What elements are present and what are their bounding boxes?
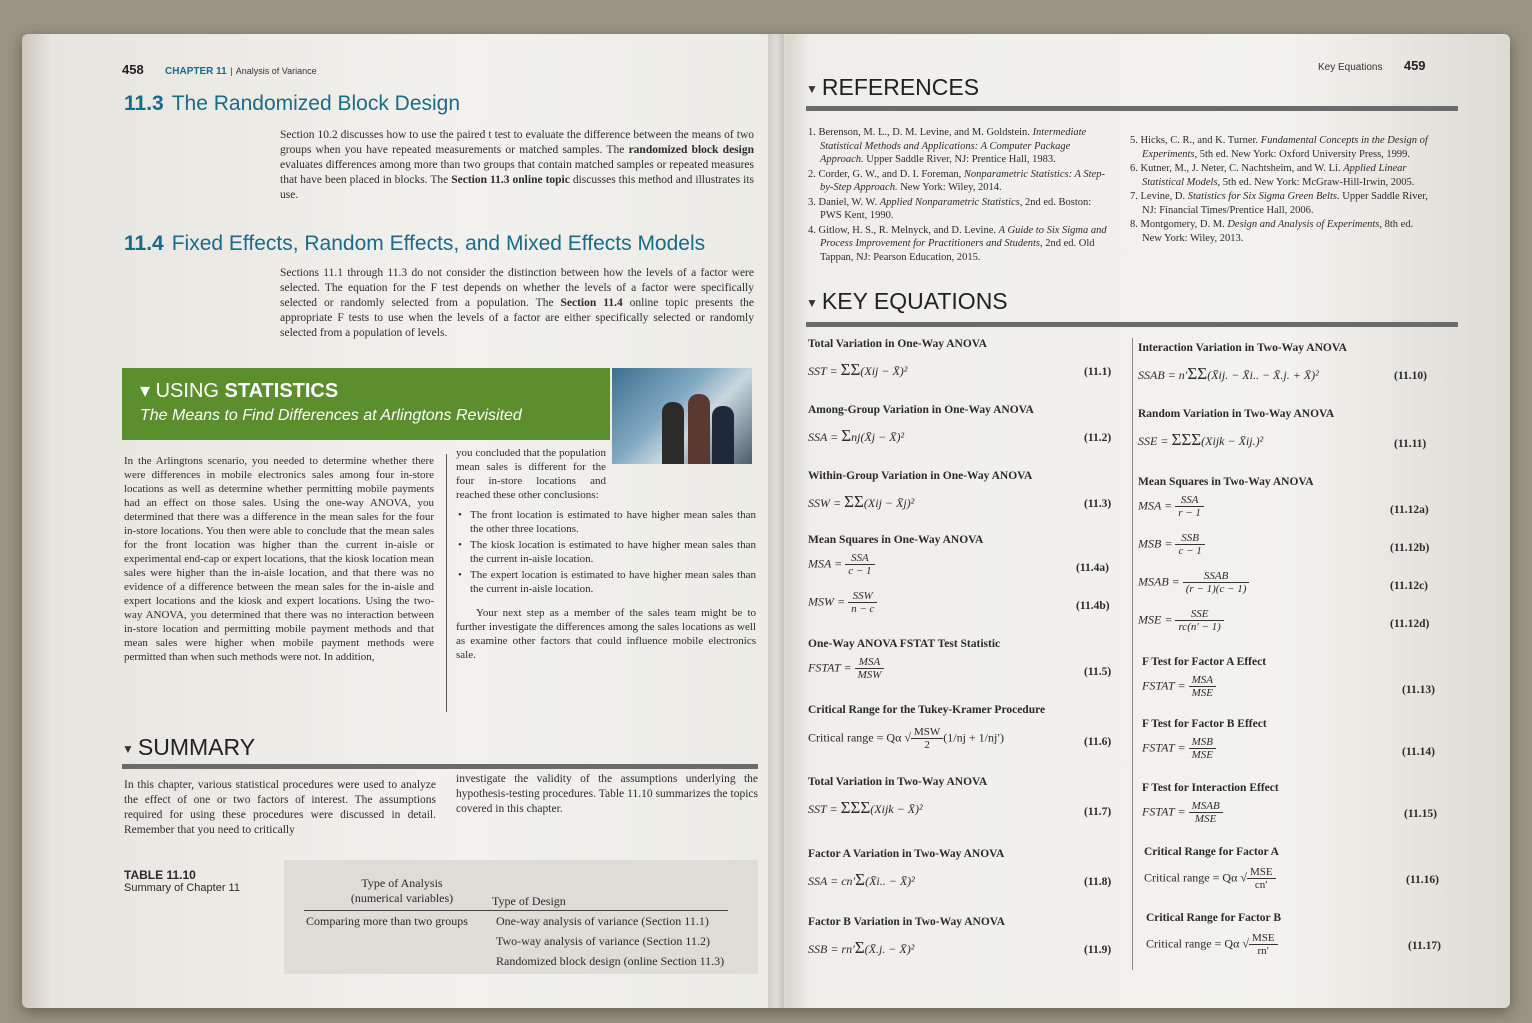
list-item: 4. Gitlow, H. S., R. Melnyck, and D. Levine. A Guide to Six Sigma and Process Improvement for Practitioners and Students, 2nd ed. Old Tappan, NJ: Pearson Education, 2015. [808, 224, 1107, 263]
eq-heading: Mean Squares in One-Way ANOVA [808, 534, 984, 546]
equation-number: (11.10) [1394, 370, 1427, 382]
left-page-number: 458 [122, 62, 144, 77]
equation-11-9: SSB = rn′Σ(X̄.j. − X̄)² [808, 938, 915, 957]
left-page [22, 34, 774, 1008]
equation-11-10: SSAB = n′ΣΣ(X̄ij. − X̄i.. − X̄.j. + X̄)² [1138, 364, 1319, 383]
right-running-head: Key Equations 459 [1318, 58, 1426, 73]
references-heading: ▼ REFERENCES [806, 74, 980, 100]
eq-heading: Critical Range for the Tukey-Kramer Procedure [808, 704, 1046, 716]
eq-heading: Total Variation in One-Way ANOVA [808, 338, 987, 350]
eq-heading: Mean Squares in Two-Way ANOVA [1138, 476, 1314, 488]
equation-11-4b: MSW = $\frac{\text{SSW}}{n - c}$ [808, 590, 877, 615]
equation-11-7: SST = ΣΣΣ(Xijk − X̄)² [808, 798, 923, 817]
list-item: 5. Hicks, C. R., and K. Turner. Fundamental Concepts in the Design of Experiments, 5th ed. New York: Oxford University Press, 1999. [1130, 135, 1428, 160]
equation-number: (11.15) [1404, 808, 1437, 820]
table-header-design: Type of Design [492, 894, 566, 908]
equation-number: (11.7) [1084, 806, 1112, 818]
eq-heading: Critical Range for Factor B [1146, 912, 1281, 924]
references-left [808, 126, 1108, 265]
book-spread [22, 34, 1510, 1008]
summary-heading: ▼ SUMMARY [122, 734, 256, 760]
eq-heading: Factor B Variation in Two-Way ANOVA [808, 916, 1005, 928]
equation-number: (11.12b) [1390, 542, 1430, 554]
right-page [778, 34, 1510, 1008]
list-item: 8. Montgomery, D. M. Design and Analysis of Experiments, 8th ed. New York: Wiley, 2013. [1130, 219, 1414, 244]
banner-subtitle: The Means to Find Differences at Arlingtons Revisited [140, 407, 522, 424]
equation-number: (11.9) [1084, 944, 1112, 956]
equation-number: (11.16) [1406, 874, 1439, 886]
section-11-3-body: Section 10.2 discusses how to use the paired t test to evaluate the difference between the means of two groups when you have repeated measurements or matched samples. The randomized block design evaluates differences among more than two groups that contain matched samples or repeated measures that have been placed in blocks. The Section 11.3 online topic discusses this method and illustrates its use. [280, 129, 755, 201]
using-statistics-banner: ▾ USING STATISTICS The Means to Find Differences at Arlingtons Revisited [122, 368, 610, 440]
list-item: • The kiosk location is estimated to have higher mean sales than the current in-aisle location. [456, 538, 756, 566]
equation-number: (11.14) [1402, 746, 1435, 758]
eq-heading: F Test for Factor B Effect [1142, 718, 1267, 730]
equation-11-12d: MSE = $\frac{\text{SSE}}{rc(n' - 1)}$ [1138, 608, 1224, 633]
summary-col-1: In this chapter, various statistical procedures were used to analyze the effect of one or two factors of interest. The assumptions required for using these procedures were discussed in detail. Remember that you need to critically [124, 779, 436, 836]
equation-11-14: FSTAT = $\frac{\text{MSB}}{\text{MSE}}$ [1142, 736, 1216, 761]
list-item: 1. Berenson, M. L., D. M. Levine, and M. Goldstein. Intermediate Statistical Methods and Applications: A Computer Package Approach. Upper Saddle River, NJ: Prentice Hall, 1983. [808, 127, 1087, 165]
section-11-3-title: 11.3 The Randomized Block Design [124, 92, 461, 115]
eq-heading: Interaction Variation in Two-Way ANOVA [1138, 342, 1347, 354]
equation-number: (11.4b) [1076, 600, 1110, 612]
table-row-label: Comparing more than two groups [306, 914, 468, 928]
equation-11-8: SSA = cn′Σ(X̄i.. − X̄)² [808, 870, 915, 889]
equation-number: (11.1) [1084, 366, 1112, 378]
list-item: • The front location is estimated to have higher mean sales than the other three locations. [456, 508, 756, 536]
summary-col-2: investigate the validity of the assumptions underlying the hypothesis-testing procedures. Table 11.10 summarizes the topics covered in this chapter. [456, 773, 758, 815]
equation-11-12a: MSA = $\frac{\text{SSA}}{r - 1}$ [1138, 494, 1204, 519]
revisited-column-2: you concluded that the population mean sales is different for the four in-store locations and reached these other conclusions: • The front location is estimated to have higher mean sales than the other three locations. • The kiosk location is estimated to have higher mean sales than the current in-aisle location. • The expert location is estimated to have higher mean sales than the current in-aisle location. Your next step as a member of the sales team might be to further investigate the differences among the sales locations as well as examine other factors that could influence mobile electronics sale. [456, 446, 756, 662]
equation-11-1: SST = ΣΣ(Xij − X̄)² [808, 360, 908, 379]
eq-heading: Within-Group Variation in One-Way ANOVA [808, 470, 1033, 482]
right-page-number: 459 [1403, 58, 1426, 73]
equation-number: (11.12d) [1390, 618, 1430, 630]
equation-11-17: Critical range = Qα √ $\frac{\text{MSE}}{rn'}$ [1146, 932, 1278, 957]
section-11-4-title: 11.4 Fixed Effects, Random Effects, and Mixed Effects Models [124, 232, 706, 255]
key-equations-heading: ▼ KEY EQUATIONS [806, 288, 1008, 314]
equation-11-3: SSW = ΣΣ(Xij − X̄j)² [808, 492, 915, 511]
equation-number: (11.5) [1084, 666, 1112, 678]
eq-heading: Total Variation in Two-Way ANOVA [808, 776, 988, 788]
references-right [1130, 134, 1430, 246]
table-row: Randomized block design (online Section 11.3) [496, 954, 725, 968]
list-item: 7. Levine, D. Statistics for Six Sigma Green Belts. Upper Saddle River, NJ: Financial Times/Prentice Hall, 2006. [1130, 191, 1428, 216]
table-row: Two-way analysis of variance (Section 11.2) [496, 934, 710, 948]
equation-11-2: SSA = Σnj(X̄j − X̄)² [808, 426, 905, 445]
equation-11-4a: MSA = $\frac{\text{SSA}}{c - 1}$ [808, 552, 875, 577]
equation-number: (11.17) [1408, 940, 1441, 952]
eq-heading: F Test for Factor A Effect [1142, 656, 1267, 668]
equation-11-11: SSE = ΣΣΣ(Xijk − X̄ij.)² [1138, 430, 1264, 449]
eq-heading: Factor A Variation in Two-Way ANOVA [808, 848, 1005, 860]
equation-11-12b: MSB = $\frac{\text{SSB}}{c - 1}$ [1138, 532, 1205, 557]
eq-heading: F Test for Interaction Effect [1142, 782, 1279, 794]
table-label: TABLE 11.10 Summary of Chapter 11 [124, 868, 240, 894]
equation-number: (11.13) [1402, 684, 1435, 696]
equation-number: (11.12a) [1390, 504, 1429, 516]
equation-number: (11.4a) [1076, 562, 1109, 574]
conclusions-list [456, 508, 756, 596]
list-item: 3. Daniel, W. W. Applied Nonparametric Statistics, 2nd ed. Boston: PWS Kent, 1990. [808, 196, 1092, 221]
chapter-label: CHAPTER 11 [165, 66, 227, 77]
table-header-analysis: Type of Analysis (numerical variables) [350, 876, 454, 905]
eq-heading: Critical Range for Factor A [1144, 846, 1279, 858]
equation-number: (11.3) [1084, 498, 1112, 510]
list-item: • The expert location is estimated to have higher mean sales than the current in-aisle location. [456, 568, 756, 596]
eq-heading: One-Way ANOVA FSTAT Test Statistic [808, 638, 1001, 650]
equation-number: (11.11) [1394, 438, 1427, 450]
equation-11-5: FSTAT = $\frac{\text{MSA}}{\text{MSW}}$ [808, 656, 884, 681]
equation-11-6: Critical range = Qα √ $\frac{\text{MSW}}{2}$ (1/nj + 1/nj′) [808, 726, 1004, 751]
equation-number: (11.8) [1084, 876, 1112, 888]
equation-number: (11.6) [1084, 736, 1112, 748]
equation-number: (11.2) [1084, 432, 1112, 444]
chapter-title: Analysis of Variance [235, 66, 317, 76]
equation-11-16: Critical range = Qα √ $\frac{\text{MSE}}{cn'}$ [1144, 866, 1276, 891]
equation-11-12c: MSAB = $\frac{\text{SSAB}}{(r - 1)(c - 1)}$ [1138, 570, 1249, 595]
equation-number: (11.12c) [1390, 580, 1429, 592]
list-item: 6. Kutner, M., J. Neter, C. Nachtsheim, and W. Li. Applied Linear Statistical Models, 5th ed. New York: McGraw-Hill-Irwin, 2005. [1130, 163, 1415, 188]
left-running-head: 458 CHAPTER 11 | Analysis of Variance [122, 62, 317, 77]
equation-11-13: FSTAT = $\frac{\text{MSA}}{\text{MSE}}$ [1142, 674, 1216, 699]
section-11-4-body: Sections 11.1 through 11.3 do not consider the distinction between how the levels of a factor were selected. The equation for the F test depends on whether the levels of a factor were specifically selected or randomly selected from a population. The Section 11.4 online topic presents the appropriate F tests to use when the levels of a factor are either specifically selected or randomly selected from a population of levels. [280, 267, 754, 339]
revisited-column-1: In the Arlingtons scenario, you needed to determine whether there were differences in mobile electronics sales among four in-store locations as well as determine whether permitting mobile payments had an effect on those sales. Using the one-way ANOVA, you determined that there was a difference in the mean sales for the four in-store locations. You then were able to conclude that the mean sales for the front location was higher than the current in-aisle or experimental end-cap or expert locations, that the kiosk location mean sales were higher than the in-aisle location, and that there was no evidence of a difference between the mean sales for the in-aisle and expert locations and the kiosk and expert locations. Using the two-way ANOVA, you determined that there was no interaction between in-store location and permitting mobile payment methods and that mean sales were higher when mobile payment methods were permitted than when such methods were not. In addition, [124, 455, 434, 663]
eq-heading: Among-Group Variation in One-Way ANOVA [808, 404, 1034, 416]
equation-11-15: FSTAT = $\frac{\text{MSAB}}{\text{MSE}}$ [1142, 800, 1223, 825]
list-item: 2. Corder, G. W., and D. I. Foreman, Nonparametric Statistics: A Step-by-Step Approach. New York: Wiley, 2014. [808, 168, 1105, 193]
eq-heading: Random Variation in Two-Way ANOVA [1138, 408, 1335, 420]
table-row: One-way analysis of variance (Section 11.1) [496, 914, 709, 928]
